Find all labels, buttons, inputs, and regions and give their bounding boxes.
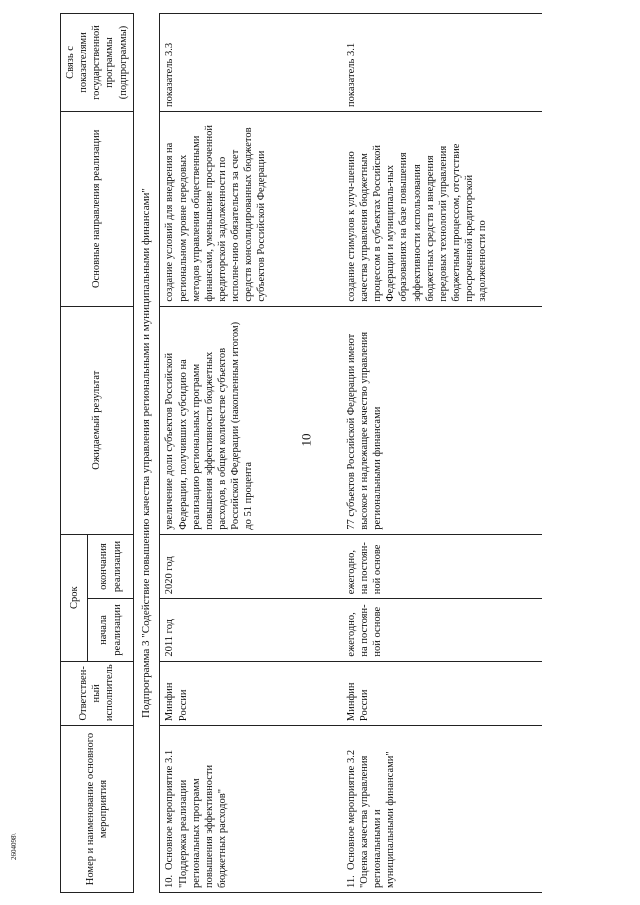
activity-result: увеличение доли субъектов Российской Федерации, получивших субсидию на реализацию региональных программ повышения эффективности бюджетных расходов, в общем количестве субъектов Российской Федерации (накопленным итогом) до 51 процента — [160, 306, 342, 534]
activity-executor: Минфин России — [160, 661, 342, 726]
header-term: Срок — [61, 534, 88, 661]
header-start: начала реализации — [88, 599, 133, 661]
header-name: Номер и наименование основного мероприятия — [61, 726, 134, 893]
activity-end: 2020 год — [160, 534, 342, 599]
subprogram-title: Подпрограмма 3 "Содействие повышению качества управления региональными и муниципальными финансами" — [133, 14, 160, 893]
row-number: 10. — [164, 874, 176, 888]
activity-directions: создание условий для внедрения на региональном уровне передовых методов управления общественными финансами, уменьшение просроченной кредиторской задолженности по исполне-нию обязательств за счет средств консолидированных бюджетов субъектов Российской Федерации — [160, 111, 342, 306]
activity-title: Основное мероприятие 3.2 "Оценка качества управления региональными и муниципальными финансами" — [345, 749, 397, 888]
header-end: окончания реализации — [88, 534, 133, 599]
header-link: Связь с показателями государственной программы (подпрограммы) — [61, 14, 134, 112]
activity-name — [342, 726, 542, 893]
header-executor: Ответствен-ный исполнитель — [61, 661, 134, 726]
table-row — [342, 14, 542, 893]
header-result: Ожидаемый результат — [61, 306, 134, 534]
subprogram-row — [133, 14, 160, 893]
activity-end: ежегодно, на постоян-ной основе — [342, 534, 542, 599]
activity-executor: Минфин России — [342, 661, 542, 726]
activity-start: ежегодно, на постоян-ной основе — [342, 599, 542, 661]
activity-link: показатель 3.1 — [342, 14, 542, 112]
table-row — [160, 14, 342, 893]
row-number: 11. — [345, 875, 357, 888]
activity-link: показатель 3.3 — [160, 14, 342, 112]
activity-name — [160, 726, 342, 893]
activity-start: 2011 год — [160, 599, 342, 661]
footer-code: 2604098\ — [10, 833, 18, 860]
header-row-1 — [61, 14, 88, 893]
rotated-sheet — [60, 13, 620, 893]
activity-directions: создание стимулов к улуч-шению качества управления бюджетным процессом в субъектах Российской Федерации и муниципаль-ных образованиях на базе повышения эффективности использования бюджетных средств и внедрения передовых технологий управления бюджетным процессом, отсутствие просроченной кредиторской задолженности по — [342, 111, 542, 306]
activities-table — [60, 13, 542, 893]
page-number: 10 — [298, 433, 314, 447]
activity-title: Основное мероприятие 3.1 "Поддержка реализации региональных программ повышения эффективности бюджетных расходов" — [164, 749, 228, 888]
header-directions: Основные направления реализации — [61, 111, 134, 306]
activity-result: 77 субъектов Российской Федерации имеют высокое и надлежащее качество управления региональными финансами — [342, 306, 542, 534]
